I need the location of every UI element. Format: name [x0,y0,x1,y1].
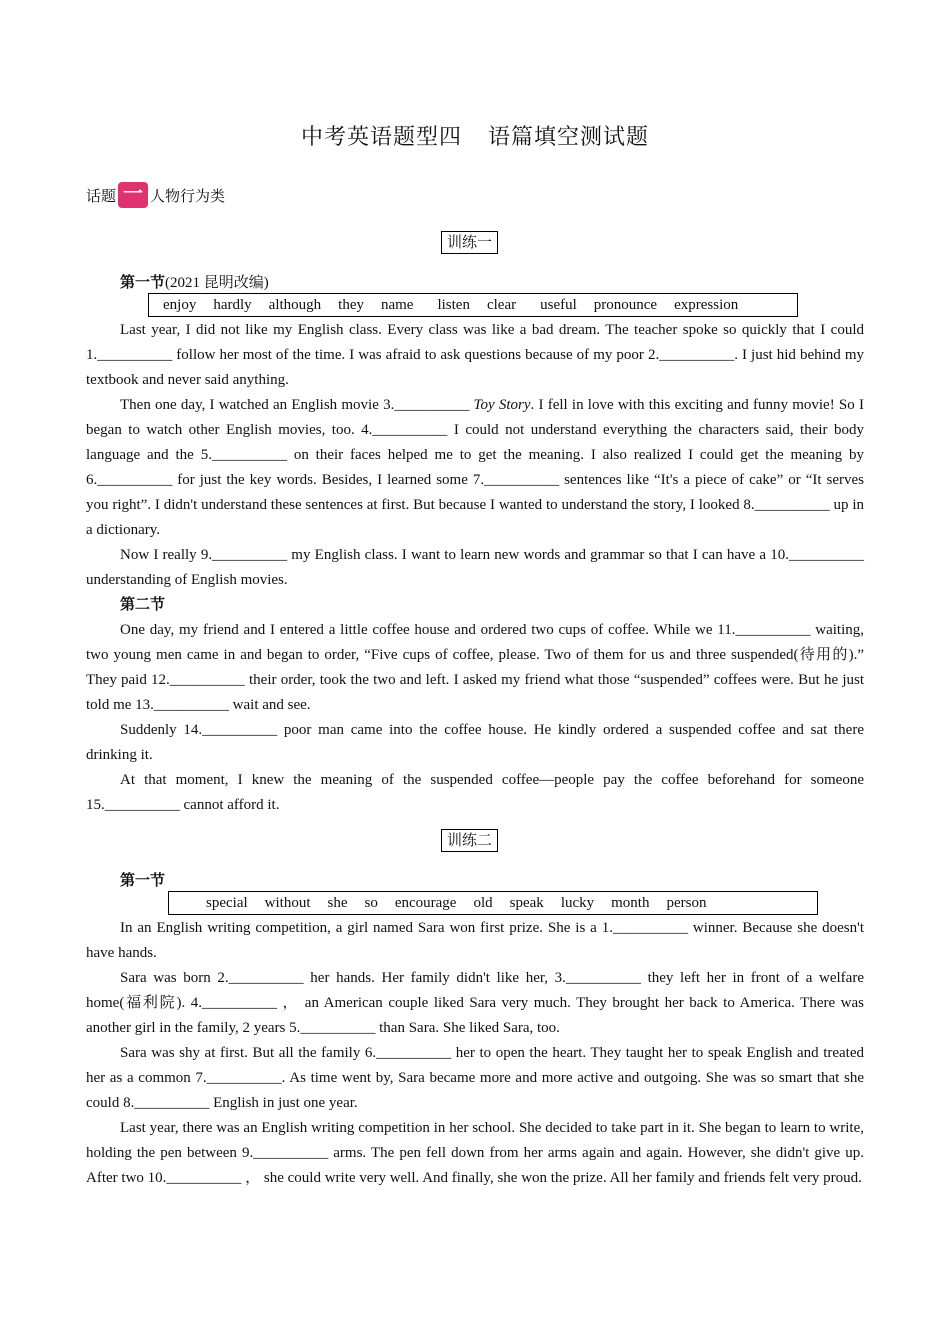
drill1-paragraph-2 [86,393,864,543]
drill1-paragraph-4: One day, my friend and I entered a little coffee house and ordered two cups of coffee. While we 11.__________ waiting, two young men came in and began to order, “Five cups of coffee, please. Two of them for us and three suspended(待用的).” They paid 12.__________ their order, took the two and left. I asked my friend what those “suspended” coffees were. But he just told me 13.__________ wait and see. [86,622,864,713]
word-bank-item: so [364,894,378,911]
drill2-label: 训练二 [447,833,493,849]
drill1-word-bank [148,293,798,317]
drill2-section1-heading [120,869,165,890]
drill1-paragraph-6: At that moment, I knew the meaning of the suspended coffee—people pay the coffee beforehand for someone 15.__________ cannot afford it. [86,772,864,813]
word-bank-item: enjoy [163,296,197,313]
drill1-paragraph-3: Now I really 9.__________ my English class. I want to learn new words and grammar so that I can have a 10.__________ understanding of English movies. [86,547,864,588]
topic-header [86,182,225,208]
word-bank-item: name [380,296,414,313]
drill1-section2-label: 第二节 [120,597,166,613]
page-title [0,120,950,151]
drill1-section1-label: 第一节 [120,275,166,291]
drill1-label: 训练一 [447,235,493,251]
drill1-label-box [441,231,498,254]
word-bank-item: speak [509,894,544,911]
word-bank-item: special [206,894,248,911]
word-bank-item: clear [486,296,517,313]
drill2-paragraph-4: Last year, there was an English writing competition in her school. She decided to take part in it. She began to learn to write, holding the pen between 9.__________ arms. The pen fell down from her arms again and again. However, she didn't give up. After two 10.__________ ， she could write very well. And finally, she won the prize. All her family and friends felt very proud. [86,1120,864,1186]
drill2-label-box [441,829,498,852]
word-bank-item: useful [540,296,577,313]
topic-prefix: 话题 [86,188,117,205]
drill2-paragraph-3: Sara was shy at first. But all the family 6.__________ her to open the heart. They taught her to speak English and treated her as a common 7.__________. As time went by, Sara became more and more active and outgoing. She was so smart that she could 8.__________ English in just one year. [86,1045,864,1111]
topic-number-badge: 一 [118,182,148,208]
word-bank-item: expression [674,296,739,313]
topic-name: 人物行为类 [150,188,226,205]
word-bank-item: pronounce [593,296,658,313]
drill1-section1-source: (2021 昆明改编) [165,275,269,291]
word-bank-item: person [666,894,707,911]
word-bank-item: they [338,296,364,313]
title-part1: 中考英语题型四 [300,124,462,149]
word-bank-item: month [611,894,650,911]
word-bank-item: encourage [394,894,457,911]
word-bank-item: old [473,894,493,911]
drill1-p2-start: Then one day, I watched an English movie 3.__________ [120,397,474,413]
drill1-section1-heading [120,271,269,292]
word-bank-item: listen [437,296,470,313]
word-bank-item: although [268,296,322,313]
drill1-paragraph-1: Last year, I did not like my English class. Every class was like a bad dream. The teacher spoke so quickly that I could 1.__________ follow her most of the time. I was afraid to ask questions because of my poor 2.__________. I just hid behind my textbook and never said anything. [86,322,864,388]
drill2-word-bank [168,891,818,915]
drill2-section1-label: 第一节 [120,873,166,889]
movie-title: Toy Story [473,397,531,413]
drill1-p2-end: . I fell in love with this exciting and funny movie! So I began to watch other English movies, too. 4.__________ I could not understand everything the characters said, their body language and the 5.__________ on their faces helped me to get the meaning. I also realized I could get the meaning by 6.__________ for just the key words. Besides, I learned some 7.__________ sentences like “It's a piece of cake” or “It serves you right”. I didn't understand these sentences at first. But because I wanted to understand the story, I looked 8.__________ up in a dictionary. [86,397,864,538]
drill2-passage [86,916,864,1191]
word-bank-item: hardly [213,296,252,313]
drill2-paragraph-1: In an English writing competition, a girl named Sara won first prize. She is a 1.__________ winner. Because she doesn't have hands. [86,920,864,961]
drill1-passage [86,318,864,818]
title-part2: 语篇填空测试题 [488,124,650,149]
word-bank-item: she [327,894,348,911]
word-bank-item: without [264,894,311,911]
drill1-paragraph-5: Suddenly 14.__________ poor man came into the coffee house. He kindly ordered a suspended coffee and sat there drinking it. [86,722,864,763]
word-bank-item: lucky [560,894,595,911]
drill2-paragraph-2: Sara was born 2.__________ her hands. Her family didn't like her, 3.__________ they left her in front of a welfare home(福利院). 4.__________ ， an American couple liked Sara very much. They brought her back to America. There was another girl in the family, 2 years 5.__________ than Sara. She liked Sara, too. [86,970,864,1036]
